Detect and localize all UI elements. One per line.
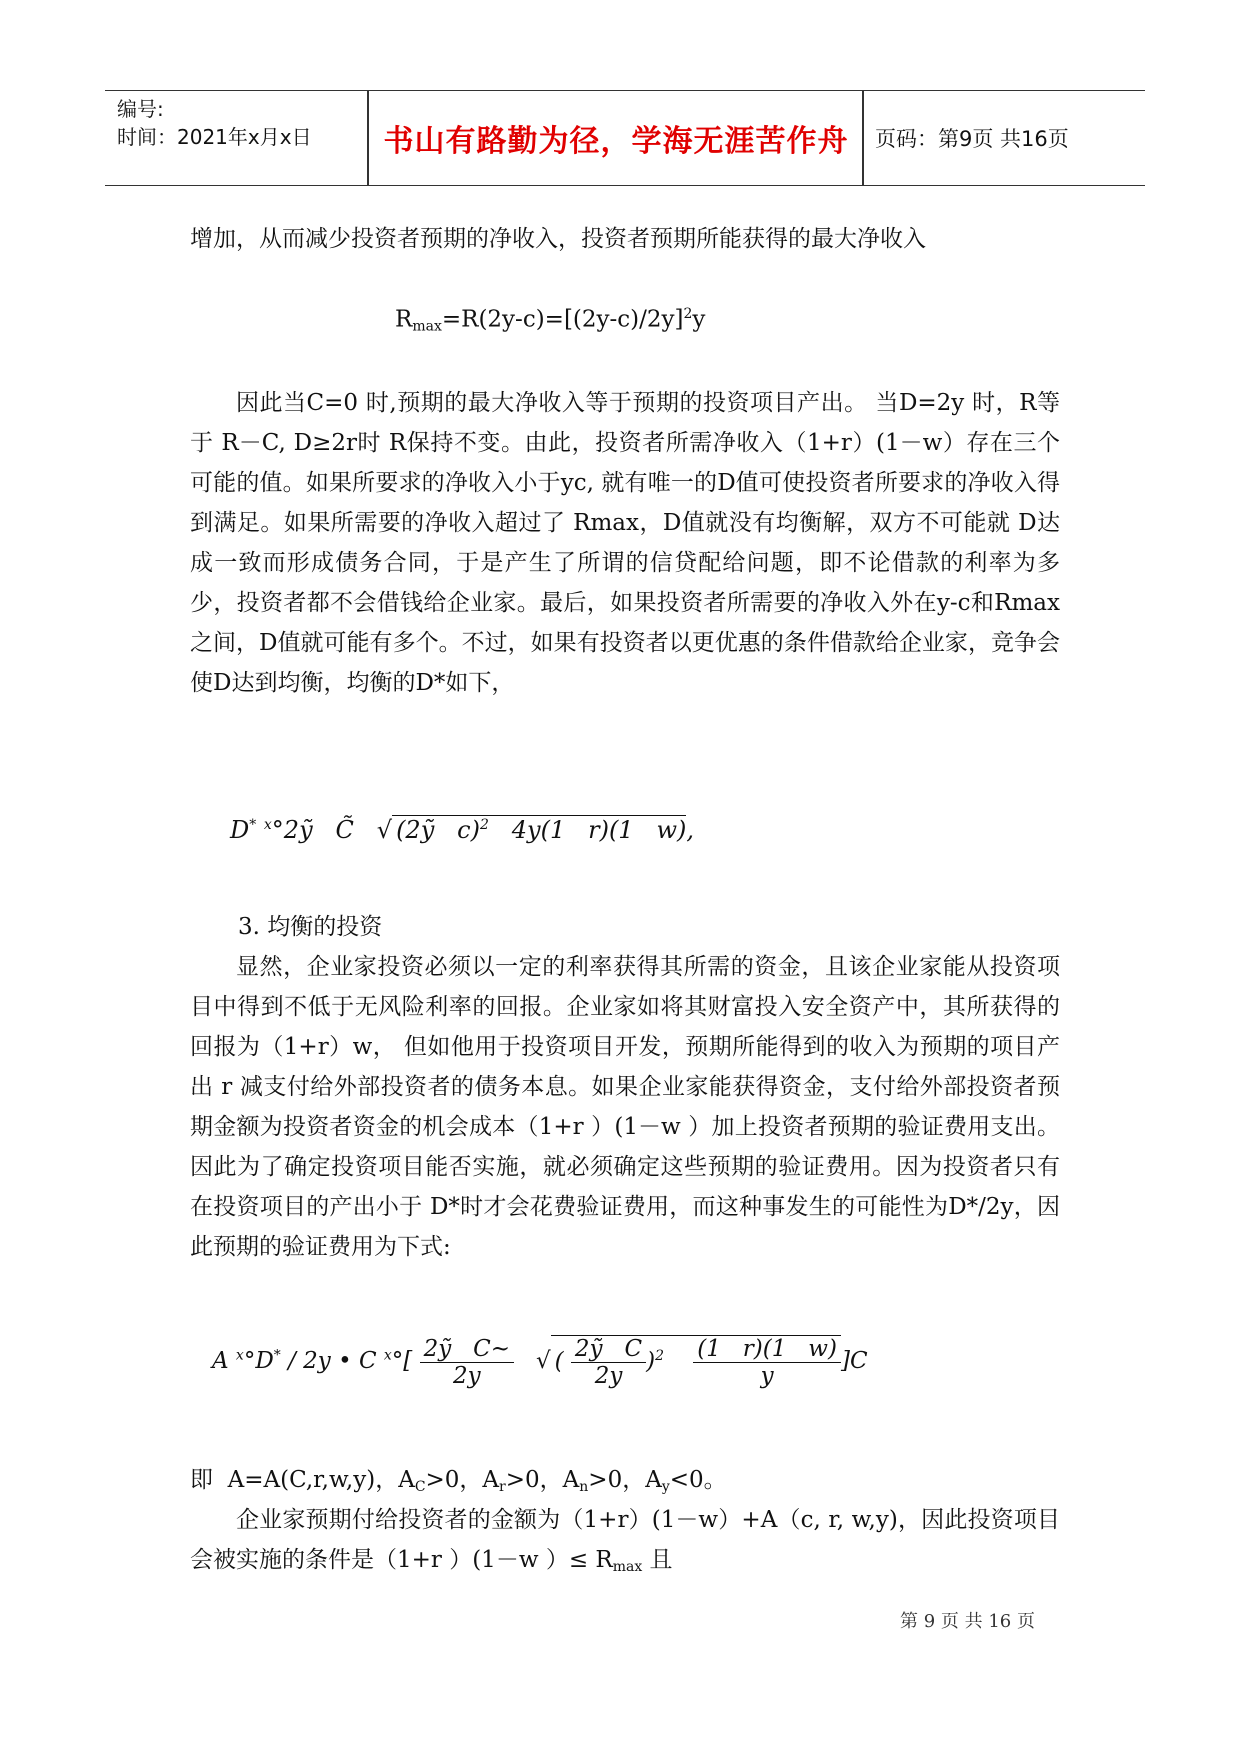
header-motto: 书山有路勤为径，学海无涯苦作舟 (383, 124, 849, 159)
code-label: 编号: (117, 97, 164, 121)
header-divider (862, 91, 864, 185)
page-header (105, 90, 1145, 186)
paragraph-5: 企业家预期付给投资者的金额为（1+r）(1－w）+A（c, r, w,y)，因此投资项目会被实施的条件是（1+r ）(1－w ）≤ $R_{max}$ 且 (190, 1507, 1060, 1575)
header-page-code: 页码：第9页 共16页 (875, 127, 1069, 151)
header-divider (367, 91, 369, 185)
section-heading: 3. 均衡的投资 (238, 914, 383, 940)
page-footer: 第 9 页 共 16 页 (900, 1611, 1035, 1632)
formula-a: A $^x$°D* / 2y • C $^x$°[ $\frac{\text{2ỹ C\textasciitilde{}}}{2y}$ √ ( $\frac{\text{2ỹ C}}{2y}$ )$^2$ $\frac{(1 r)(1 w)}{y}$ ]C (212, 1335, 868, 1389)
formula-rmax: $R_{max}=R(2y-c)=[(2y-c)/2y]^2y$ (395, 306, 706, 335)
header-meta (117, 91, 367, 185)
time-label: 时间：2021年x月x日 (117, 125, 312, 149)
paragraph-1: 增加，从而减少投资者预期的净收入，投资者预期所能获得的最大净收入 (190, 226, 926, 252)
paragraph-4: 即 A=A(C,r,w,y)，$A_C>0$，$A_r>0$，$A_n>0$，$A_y<0$。 (190, 1467, 727, 1495)
formula-d-star: D* $^x$°2ỹ C̃ √ (2ỹ c)$^2$ 4y(1 r)(1 w), (230, 816, 695, 844)
paragraph-3: 显然，企业家投资必须以一定的利率获得其所需的资金，且该企业家能从投资项目中得到不低于无风险利率的回报。企业家如将其财富投入安全资产中，其所获得的回报为（1+r）w， 但如他用于投资项目开发，预期所能得到的收入为预期的项目产出 r 减支付给外部投资者的债务本息。如果企业家能获得资金，支付给外部投资者预期金额为投资者资金的机会成本（1+r ）(1－w ）加上投资者预期的验证费用支出。因此为了确定投资项目能否实施，就必须确定这些预期的验证费用。因为投资者只有在投资项目的产出小于 D*时才会花费验证费用，而这种事发生的可能性为D*/2y，因此预期的验证费用为下式: (190, 954, 1060, 1260)
paragraph-2: 因此当C=0 时,预期的最大净收入等于预期的投资项目产出。 当D=2y 时，R等于 R－C, D≥2r时 R保持不变。由此，投资者所需净收入（1+r）(1－w）存在三个可能的值。如果所要求的净收入小于yc, 就有唯一的D值可使投资者所要求的净收入得到满足。如果所需要的净收入超过了 Rmax，D值就没有均衡解，双方不可能就 D达成一致而形成债务合同，于是产生了所谓的信贷配给问题，即不论借款的利率为多少，投资者都不会借钱给企业家。最后，如果投资者所需要的净收入外在y-c和Rmax之间，D值就可能有多个。不过，如果有投资者以更优惠的条件借款给企业家，竞争会使D达到均衡，均衡的D*如下， (190, 390, 1060, 696)
